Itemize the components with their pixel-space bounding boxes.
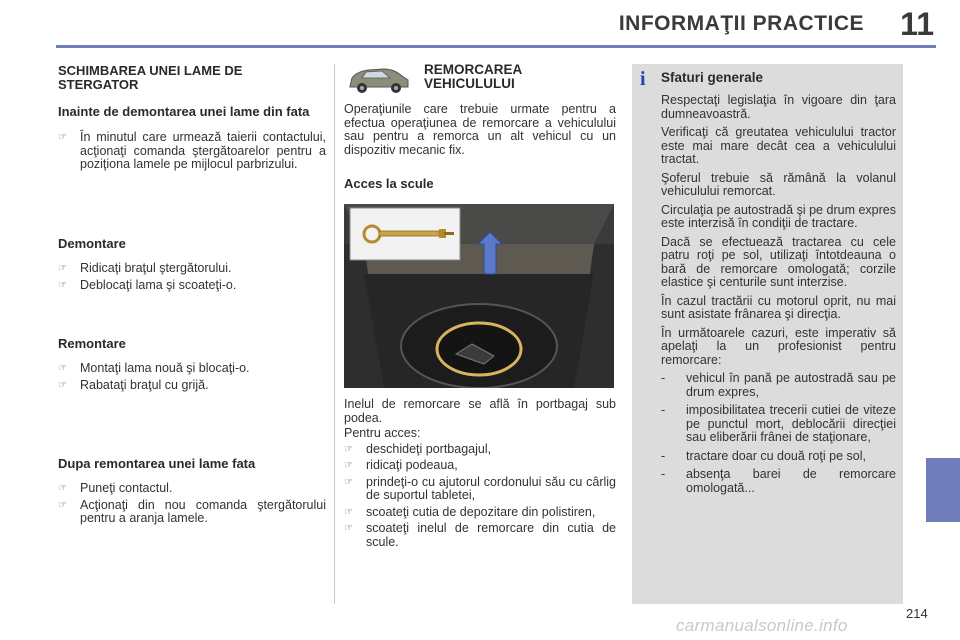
info-paragraph: În cazul tractării cu motorul oprit, nu mai sunt asistate frânarea şi direcţia. (661, 293, 896, 321)
access-label: Pentru acces: (344, 426, 421, 440)
pointer-icon: ☞ (58, 132, 67, 143)
subheading: Acces la scule (344, 176, 434, 191)
section-title: SCHIMBAREA UNEI LAME DE STERGATOR (58, 63, 243, 92)
list-item: ☞ Ridicaţi braţul ştergătorului. (58, 261, 232, 275)
subheading: Demontare (58, 236, 126, 251)
towing-intro (344, 103, 616, 157)
pointer-icon: ☞ (58, 363, 67, 374)
list-item: ☞ Acţionaţi din nou comanda ştergătorului pentru a aranja lamele. (58, 497, 326, 525)
info-paragraph: Dacă se efectuează tractarea cu cele patru roţi pe sol, utilizaţi întotdeauna o bară de remorcare omologată; corzile elastice şi centurile sunt interzise. (661, 234, 896, 289)
before-removal-block (58, 104, 326, 175)
info-paragraph: Respectaţi legislaţia în vigoare din ţara dumneavoastră. (661, 93, 896, 121)
info-paragraph: În următoarele cazuri, este imperativ să apelaţi la un profesionist pentru remorcare: (661, 325, 896, 367)
pointer-icon: ☞ (344, 506, 353, 518)
subheading: Dupa remontarea unei lame fata (58, 456, 256, 471)
chapter-number: 11 (900, 6, 934, 42)
refit-block (58, 336, 326, 395)
wiper-section-title (58, 64, 326, 92)
info-paragraph: Circulaţia pe autostradă şi pe drum expres este interzisă în condiţii de tractare. (661, 202, 896, 230)
intro-paragraph: Operaţiunile care trebuie urmate pentru a efectua operaţiunea de remorcare a vehiculului sau pentru a remorca un alt vehicul cu un dispozitiv mecanic fix. (344, 102, 616, 157)
access-steps (344, 398, 616, 552)
pointer-icon: ☞ (58, 499, 67, 511)
pointer-icon: ☞ (344, 443, 353, 455)
towing-title-block (424, 63, 614, 91)
page-header-title: INFORMAŢII PRACTICE (618, 12, 864, 35)
ring-location-text: Inelul de remorcare se află în portbagaj sub podea. (344, 397, 616, 425)
list-item: ☞ scoateţi inelul de remorcare din cutia de scule. (344, 521, 616, 549)
access-heading-block (344, 176, 616, 191)
car-icon (346, 64, 412, 96)
subheading: Inainte de demontarea unei lame din fata (58, 104, 310, 119)
list-item: ☞ scoateţi cutia de depozitare din polistiren, (344, 504, 596, 519)
subheading: Remontare (58, 336, 126, 351)
after-refit-block (58, 456, 326, 529)
list-item: - tractare doar cu două roţi pe sol, (661, 448, 866, 463)
pointer-icon: ☞ (58, 263, 67, 274)
column-divider (334, 64, 335, 604)
pointer-icon: ☞ (58, 379, 67, 391)
pointer-icon: ☞ (344, 476, 353, 488)
removal-block (58, 236, 326, 295)
list-item: - absenţa barei de remorcare omologată... (661, 467, 896, 495)
page-number: 214 (906, 606, 928, 621)
pointer-icon: ☞ (58, 279, 67, 291)
list-item: - imposibilitatea trecerii cutiei de viteze pe punctul mort, deblocării direcţiei sau eliberării frânei de staţionare, (661, 403, 896, 444)
trunk-illustration (344, 204, 614, 388)
info-panel-title: Sfaturi generale (661, 70, 764, 85)
pointer-icon: ☞ (58, 483, 67, 494)
list-item: ☞ Deblocaţi lama şi scoateţi-o. (58, 277, 237, 292)
pointer-icon: ☞ (344, 460, 353, 471)
watermark: carmanualsonline.info (676, 616, 848, 635)
info-panel-content (661, 94, 896, 500)
list-item: ☞ Puneţi contactul. (58, 481, 173, 495)
list-item: ☞ deschideţi portbagajul, (344, 441, 492, 456)
list-item: - vehicul în pană pe autostradă sau pe drum expres, (661, 371, 896, 399)
info-icon: i (640, 68, 646, 90)
header-divider (56, 45, 936, 48)
chapter-side-tab (926, 458, 960, 522)
list-item: ☞ Rabataţi braţul cu grijă. (58, 377, 209, 392)
list-item: ☞ ridicaţi podeaua, (344, 458, 458, 472)
list-item: ☞ În minutul care urmează taierii contactului, acţionaţi comanda ştergătoarelor pentru a poziţiona lamele pe mijlocul parbrizului. (58, 130, 326, 171)
section-title: REMORCAREA VEHICULULUI (424, 62, 522, 91)
info-paragraph: Şoferul trebuie să rămână la volanul vehiculului remorcat. (661, 170, 896, 198)
list-item: ☞ prindeţi-o cu ajutorul cordonului său cu cârlig de suportul tabletei, (344, 474, 616, 502)
pointer-icon: ☞ (344, 523, 353, 534)
list-item: ☞ Montaţi lama nouă şi blocaţi-o. (58, 361, 250, 375)
info-paragraph: Verificaţi că greutatea vehiculului tractor este mai mare decât cea a vehiculului tractat. (661, 125, 896, 166)
